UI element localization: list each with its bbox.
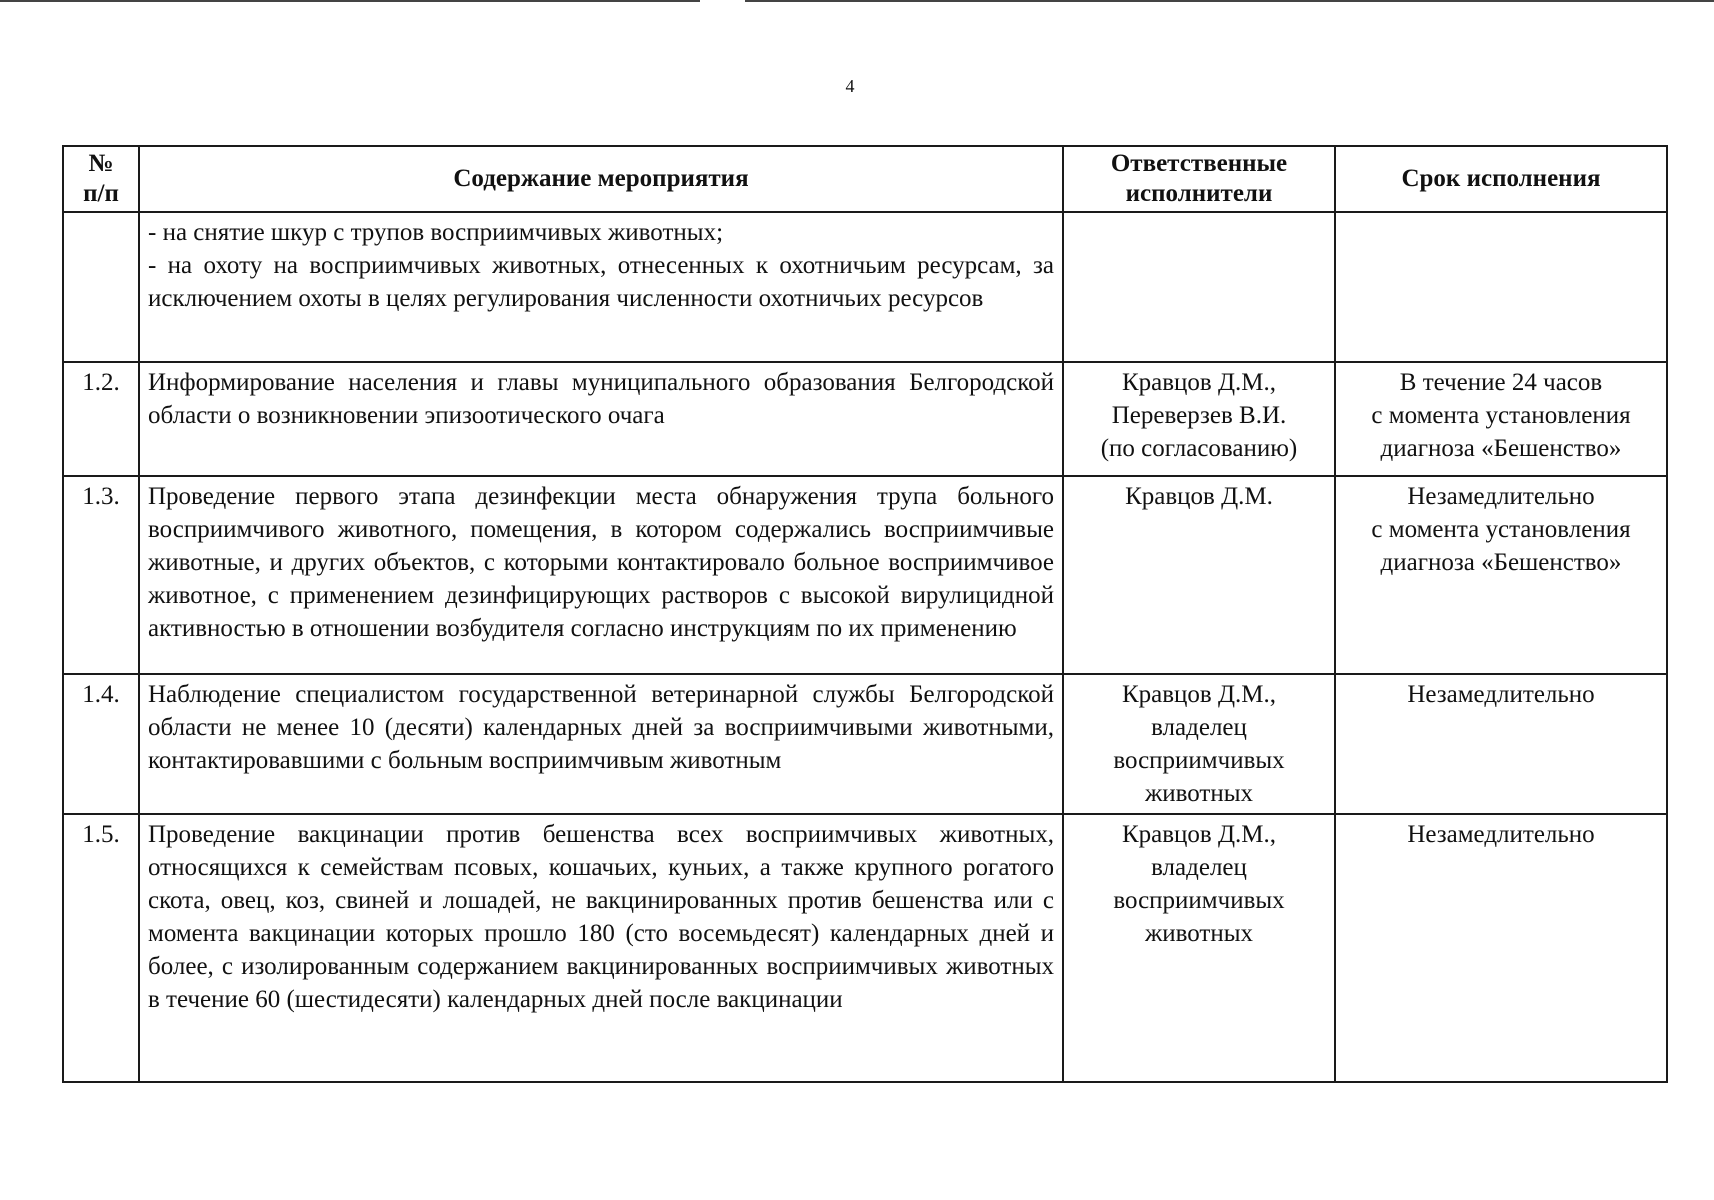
row-number (63, 212, 139, 362)
row-term (1335, 814, 1667, 1082)
row-term (1335, 674, 1667, 814)
header-responsible-line-2: исполнители (1125, 180, 1273, 207)
row-term (1335, 212, 1667, 362)
page-number: 4 (845, 76, 855, 96)
responsible-line: Кравцов Д.М., (1121, 821, 1277, 848)
table-row (63, 674, 1667, 814)
responsible-line: восприимчивых (1113, 887, 1285, 914)
term-line: с момента установления (1371, 516, 1631, 543)
row-content (139, 814, 1063, 1082)
table-row (63, 476, 1667, 674)
table-header-row (63, 146, 1667, 212)
header-responsible-line-1: Ответственные (1110, 150, 1288, 177)
header-number (63, 146, 139, 212)
responsible-line: Кравцов Д.М., (1121, 369, 1277, 396)
scan-edge-right (745, 0, 1714, 2)
term-line: Незамедлительно (1407, 681, 1595, 708)
content-line: Проведение вакцинации против бешенства всех восприимчивых животных, относящихся к семействам псовых, кошачьих, куньих, а также крупного рогатого скота, овец, коз, свиней и лошадей, не вакцинированных против бешенства или с момента вакцинации которых прошло 180 (сто восемьдесят) календарных дней и более, с изолированным содержанием вакцинированных восприимчивых животных в течение 60 (шестидесяти) календарных дней после вакцинации (148, 821, 1054, 1013)
table-row (63, 362, 1667, 476)
row-content (139, 362, 1063, 476)
row-term (1335, 362, 1667, 476)
measures-table (62, 145, 1668, 1083)
term-line: диагноза «Бешенство» (1380, 549, 1622, 576)
content-line: - на снятие шкур с трупов восприимчивых животных; (148, 219, 724, 246)
responsible-line: Кравцов Д.М., (1121, 681, 1277, 708)
term-line: Незамедлительно (1407, 483, 1595, 510)
row-number: 1.4. (63, 674, 139, 814)
row-content (139, 674, 1063, 814)
row-responsible (1063, 362, 1335, 476)
responsible-line: владелец (1151, 854, 1247, 881)
scan-edge-left (0, 0, 700, 2)
header-number-line-1: № (88, 150, 114, 177)
header-number-line-2: п/п (83, 180, 119, 207)
header-content: Содержание мероприятия (139, 146, 1063, 212)
term-line: с момента установления (1371, 402, 1631, 429)
term-line: диагноза «Бешенство» (1380, 435, 1622, 462)
header-responsible (1063, 146, 1335, 212)
responsible-line: Кравцов Д.М. (1125, 483, 1273, 510)
row-content (139, 476, 1063, 674)
row-term (1335, 476, 1667, 674)
table-row (63, 814, 1667, 1082)
responsible-line: животных (1144, 780, 1254, 807)
term-line: Незамедлительно (1407, 821, 1595, 848)
responsible-line: животных (1144, 920, 1254, 947)
table-row (63, 212, 1667, 362)
term-line: В течение 24 часов (1399, 369, 1603, 396)
row-number: 1.2. (63, 362, 139, 476)
row-responsible (1063, 814, 1335, 1082)
content-line: Информирование населения и главы муниципального образования Белгородской области о возникновении эпизоотического очага (148, 369, 1054, 429)
row-responsible (1063, 674, 1335, 814)
row-number: 1.3. (63, 476, 139, 674)
header-term: Срок исполнения (1335, 146, 1667, 212)
responsible-line: владелец (1151, 714, 1247, 741)
row-responsible (1063, 212, 1335, 362)
row-number: 1.5. (63, 814, 139, 1082)
row-responsible (1063, 476, 1335, 674)
responsible-line: Переверзев В.И. (1111, 402, 1287, 429)
content-line: Проведение первого этапа дезинфекции места обнаружения трупа больного восприимчивого животного, помещения, в котором содержались восприимчивые животные, и других объектов, с которыми контактировало больное восприимчивое животное, с применением дезинфицирующих растворов с высокой вирулицидной активностью в отношении возбудителя согласно инструкциям по их применению (148, 483, 1054, 642)
content-line: Наблюдение специалистом государственной ветеринарной службы Белгородской области не менее 10 (десяти) календарных дней за восприимчивыми животными, контактировавшими с больным восприимчивым животным (148, 681, 1054, 774)
responsible-line: (по согласованию) (1100, 435, 1298, 462)
responsible-line: восприимчивых (1113, 747, 1285, 774)
row-content (139, 212, 1063, 362)
content-line: - на охоту на восприимчивых животных, отнесенных к охотничьим ресурсам, за исключением охоты в целях регулирования численности охотничьих ресурсов (148, 252, 1054, 312)
